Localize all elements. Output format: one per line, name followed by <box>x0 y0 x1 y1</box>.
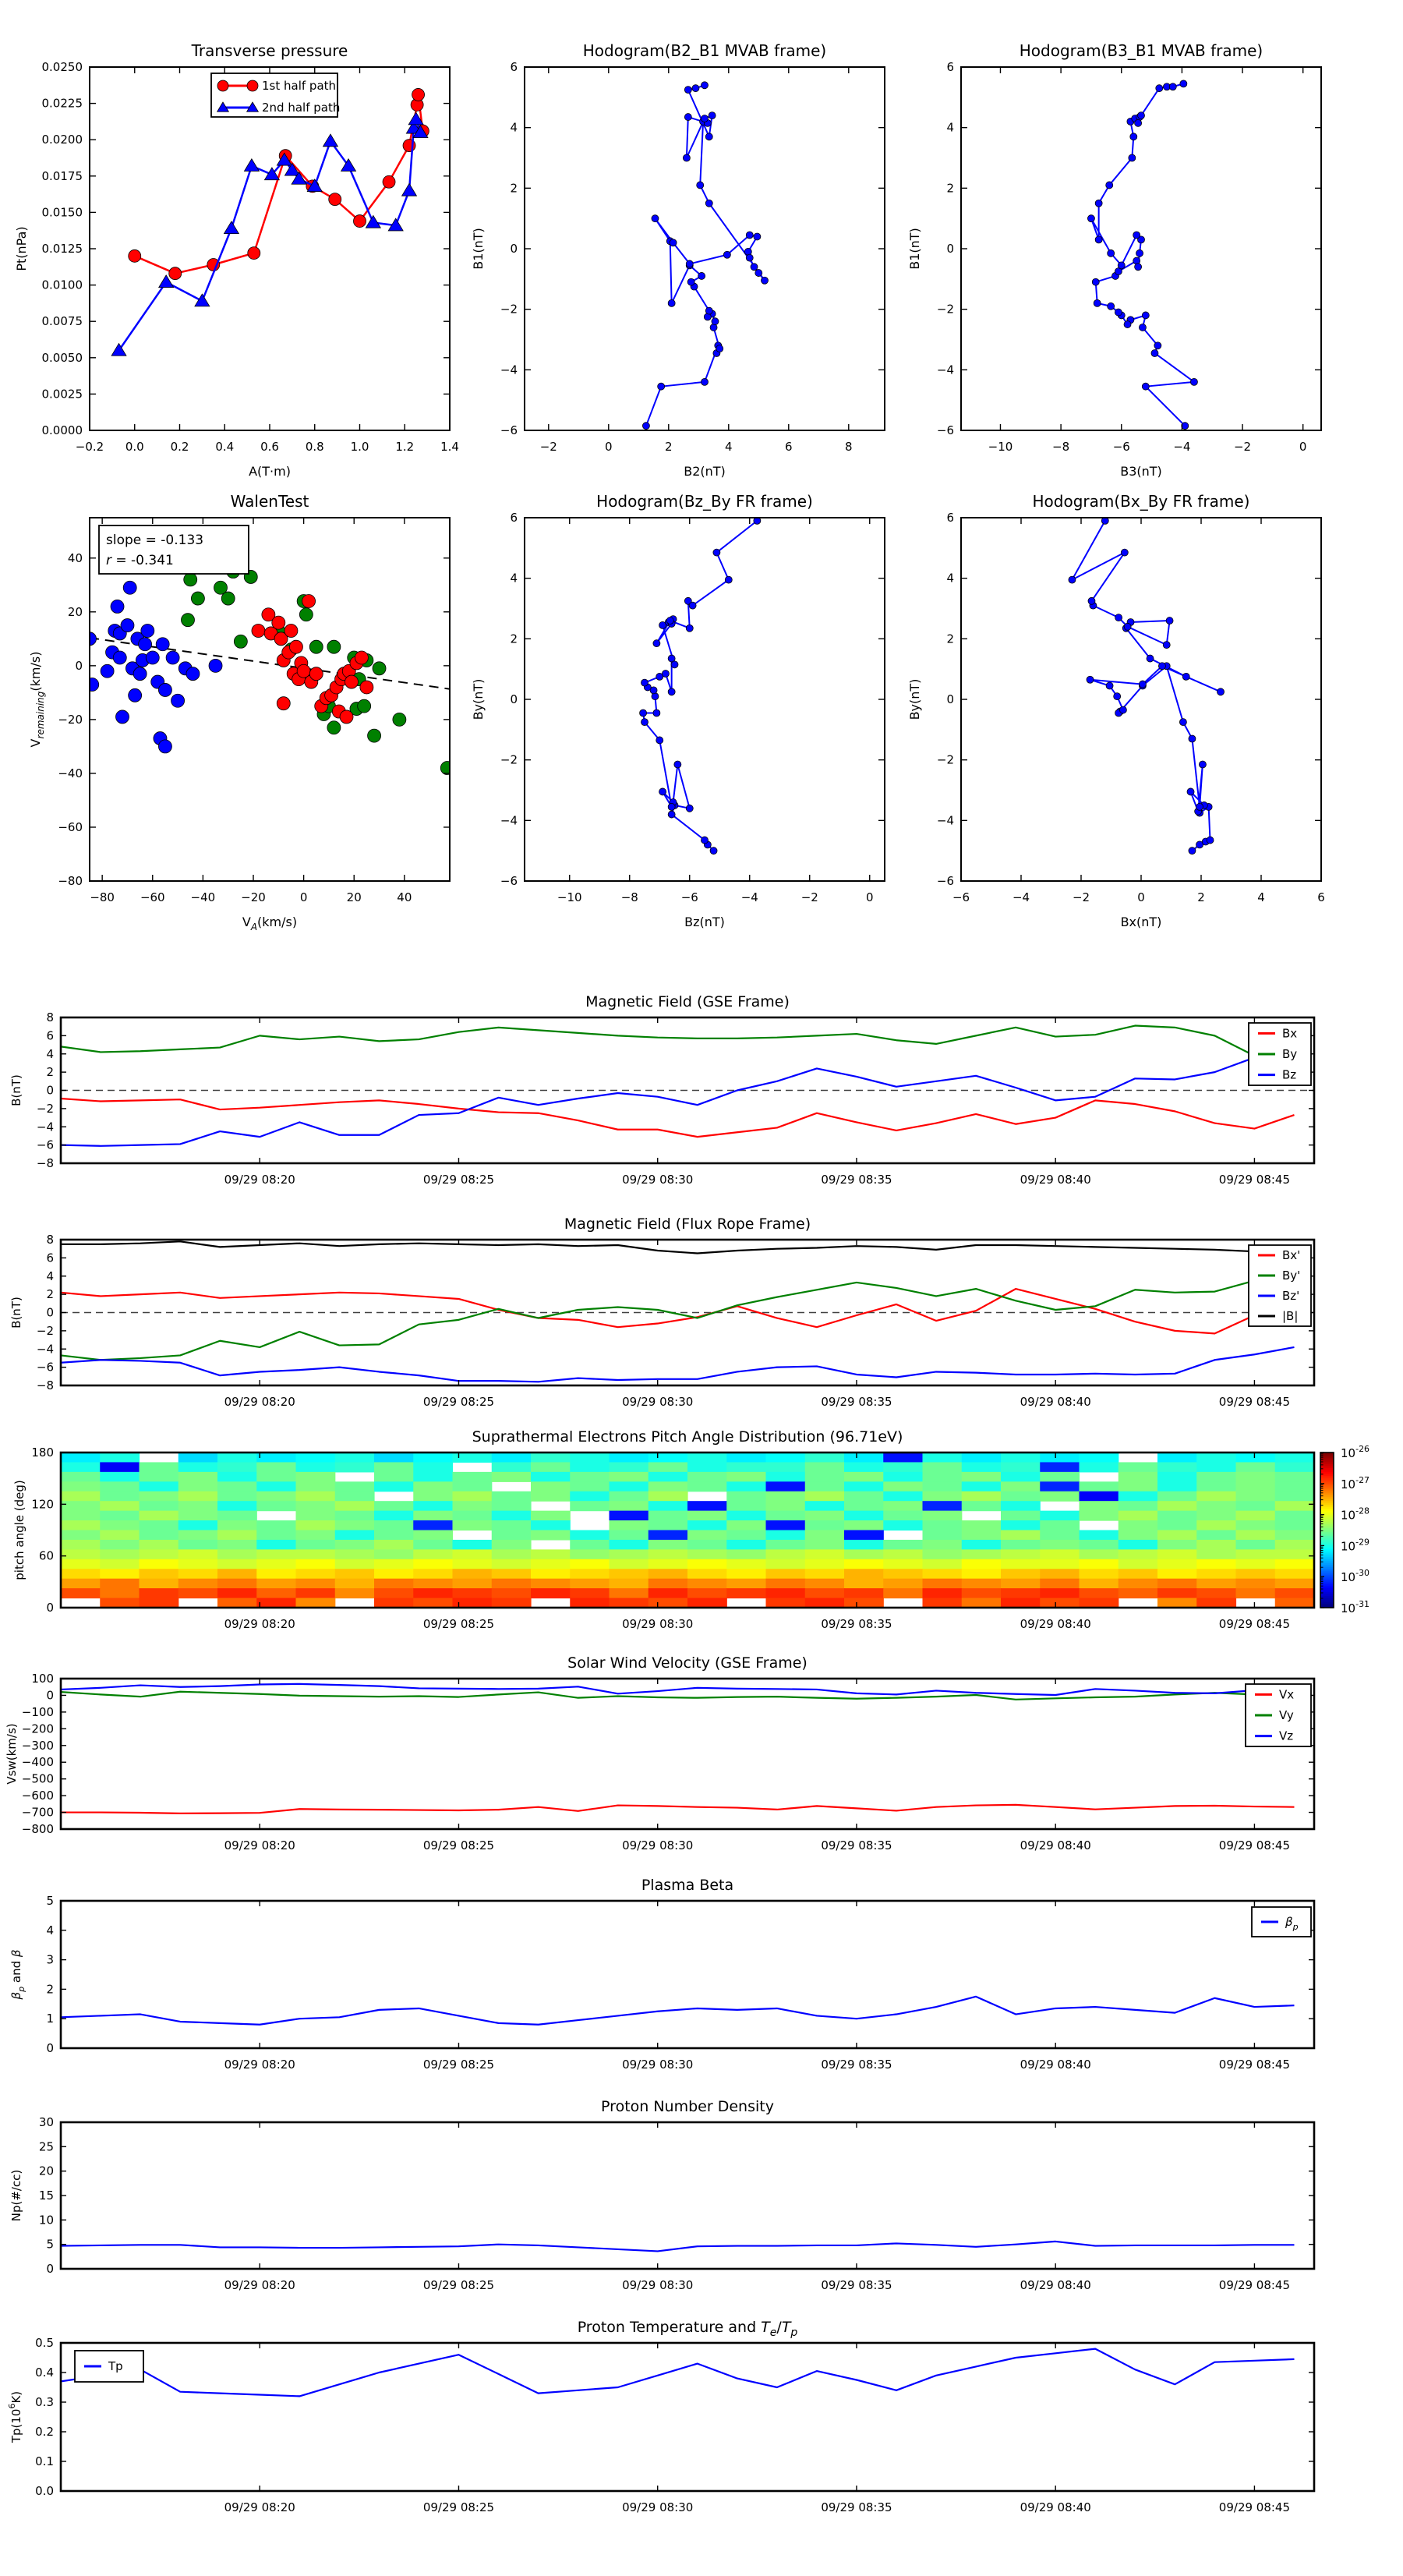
svg-text:09/29 08:45: 09/29 08:45 <box>1218 1173 1291 1187</box>
svg-text:09/29 08:35: 09/29 08:35 <box>821 2278 892 2292</box>
svg-text:09/29 08:30: 09/29 08:30 <box>622 2278 694 2292</box>
svg-text:0.0: 0.0 <box>125 440 144 454</box>
svg-text:09/29 08:45: 09/29 08:45 <box>1218 2500 1291 2514</box>
svg-text:09/29 08:40: 09/29 08:40 <box>1020 2058 1091 2072</box>
svg-text:0: 0 <box>46 2262 54 2276</box>
svg-text:0: 0 <box>946 692 954 706</box>
svg-text:Hodogram(Bz_By FR frame): Hodogram(Bz_By FR frame) <box>596 492 813 511</box>
svg-text:09/29 08:45: 09/29 08:45 <box>1218 1395 1291 1409</box>
svg-text:−6: −6 <box>952 890 970 904</box>
svg-text:−800: −800 <box>21 1822 54 1836</box>
svg-text:5: 5 <box>46 2237 54 2252</box>
svg-text:4: 4 <box>725 440 733 454</box>
svg-text:1.0: 1.0 <box>350 440 369 454</box>
svg-text:0.0175: 0.0175 <box>41 168 83 183</box>
pad-chart <box>12 1428 1369 1631</box>
svg-text:40: 40 <box>67 550 83 565</box>
svg-text:09/29 08:20: 09/29 08:20 <box>224 2500 295 2514</box>
svg-text:Np(#/cc): Np(#/cc) <box>9 2169 23 2222</box>
svg-text:βp: $\beta_p$ <box>1285 1915 1299 1932</box>
svg-text:0.0125: 0.0125 <box>41 242 83 256</box>
svg-text:0.5: 0.5 <box>35 2336 54 2350</box>
svg-text:0: 0 <box>1299 440 1307 454</box>
svg-text:09/29 08:40: 09/29 08:40 <box>1020 1395 1091 1409</box>
svg-text:180: 180 <box>31 1445 54 1460</box>
np-series-Np <box>61 2242 1294 2252</box>
svg-text:0.8: 0.8 <box>305 440 324 454</box>
svg-text:09/29 08:25: 09/29 08:25 <box>422 2500 495 2514</box>
svg-text:6: 6 <box>946 511 954 525</box>
svg-text:10-31: $10^{-31}$ <box>1341 1599 1370 1615</box>
svg-text:−4: −4 <box>1173 440 1191 454</box>
svg-text:09/29 08:20: 09/29 08:20 <box>224 1838 295 1852</box>
svg-text:B1(nT): B1(nT) <box>907 228 922 270</box>
svg-text:−6: −6 <box>1112 440 1130 454</box>
svg-text:6: 6 <box>510 511 518 525</box>
svg-text:−2: −2 <box>36 1101 54 1116</box>
np-data-layer <box>61 2242 1294 2252</box>
svg-text:20: 20 <box>346 890 362 904</box>
svg-text:2: 2 <box>510 632 518 646</box>
transverse-series-1st half path <box>135 94 423 273</box>
svg-text:−10: −10 <box>557 890 582 904</box>
svg-text:0: 0 <box>46 1083 54 1098</box>
vel-chart <box>5 1654 1314 1852</box>
svg-text:−2: −2 <box>936 302 954 317</box>
hodo_bzby-series-Bz_By <box>643 521 757 851</box>
svg-text:−4: −4 <box>500 813 518 828</box>
svg-text:−10: −10 <box>988 440 1013 454</box>
svg-text:09/29 08:25: 09/29 08:25 <box>422 1838 495 1852</box>
svg-text:−2: −2 <box>539 440 557 454</box>
svg-text:09/29 08:45: 09/29 08:45 <box>1218 2278 1291 2292</box>
svg-text:3: 3 <box>46 1952 54 1967</box>
svg-text:100: 100 <box>31 1672 54 1686</box>
svg-text:10-29: $10^{-29}$ <box>1341 1537 1370 1554</box>
fr-series-Bz' <box>61 1347 1294 1382</box>
svg-text:1st half path: 1st half path <box>262 79 337 93</box>
transverse-chart <box>14 41 459 479</box>
beta-data-layer <box>61 1997 1294 2025</box>
svg-text:−4: −4 <box>936 363 954 377</box>
svg-text:0: 0 <box>46 1688 54 1703</box>
svg-text:By(nT): By(nT) <box>907 678 922 720</box>
svg-text:4: 4 <box>510 120 518 135</box>
gse-data-layer <box>61 1026 1314 1146</box>
svg-text:09/29 08:35: 09/29 08:35 <box>821 1395 892 1409</box>
hodo_bzby-chart <box>471 492 885 929</box>
svg-text:Bz': Bz' <box>1282 1289 1300 1303</box>
svg-text:09/29 08:30: 09/29 08:30 <box>622 1395 694 1409</box>
svg-text:10-26: $10^{-26}$ <box>1341 1444 1370 1460</box>
svg-text:4: 4 <box>946 571 954 586</box>
svg-text:−200: −200 <box>21 1721 54 1736</box>
np-chart <box>9 2098 1314 2292</box>
svg-text:−80: −80 <box>58 874 83 888</box>
tp-data-layer <box>61 2349 1294 2397</box>
svg-text:09/29 08:35: 09/29 08:35 <box>821 1617 892 1631</box>
svg-text:0.4: 0.4 <box>215 440 235 454</box>
svg-text:0.3: 0.3 <box>35 2395 54 2409</box>
svg-text:0.0075: 0.0075 <box>41 314 83 329</box>
svg-text:0.0000: 0.0000 <box>41 423 83 437</box>
svg-text:120: 120 <box>31 1497 54 1512</box>
fr-chart <box>9 1215 1314 1409</box>
svg-text:Bx(nT): Bx(nT) <box>1120 915 1162 929</box>
svg-text:−700: −700 <box>21 1805 54 1820</box>
svg-text:09/29 08:25: 09/29 08:25 <box>422 2058 495 2072</box>
svg-text:0.0250: 0.0250 <box>41 60 83 74</box>
svg-text:Vz: Vz <box>1279 1729 1294 1743</box>
svg-text:Transverse pressure: Transverse pressure <box>191 41 348 60</box>
svg-text:WalenTest: WalenTest <box>230 492 309 511</box>
svg-text:0.0: 0.0 <box>35 2484 54 2498</box>
svg-text:−2: −2 <box>1233 440 1252 454</box>
svg-text:6: 6 <box>46 1028 54 1043</box>
svg-text:4: 4 <box>46 1269 54 1283</box>
svg-text:−4: −4 <box>36 1120 54 1134</box>
svg-text:0.4: 0.4 <box>35 2365 54 2380</box>
svg-text:09/29 08:40: 09/29 08:40 <box>1020 2500 1091 2514</box>
svg-text:2: 2 <box>510 181 518 196</box>
svg-text:|B|: |B| <box>1282 1309 1299 1323</box>
svg-text:10-27: $10^{-27}$ <box>1341 1474 1370 1491</box>
svg-text:Solar Wind Velocity (GSE Frame: Solar Wind Velocity (GSE Frame) <box>567 1654 808 1672</box>
svg-text:By(nT): By(nT) <box>471 678 486 720</box>
svg-text:25: 25 <box>38 2139 54 2154</box>
svg-text:VA(km/s): $V_A(km/s)$ <box>242 915 298 932</box>
svg-text:2: 2 <box>1197 890 1205 904</box>
svg-text:2: 2 <box>665 440 673 454</box>
svg-text:−80: −80 <box>90 890 115 904</box>
svg-text:4: 4 <box>510 571 518 586</box>
svg-text:09/29 08:45: 09/29 08:45 <box>1218 1838 1291 1852</box>
svg-text:0: 0 <box>46 2041 54 2055</box>
svg-text:8: 8 <box>46 1010 54 1024</box>
svg-text:−4: −4 <box>1012 890 1030 904</box>
svg-text:1: 1 <box>46 2012 54 2026</box>
svg-text:Bx': Bx' <box>1282 1248 1301 1262</box>
svg-text:−2: −2 <box>936 752 954 767</box>
svg-text:0: 0 <box>510 242 518 256</box>
svg-text:−6: −6 <box>936 874 954 888</box>
svg-text:0.0150: 0.0150 <box>41 205 83 220</box>
svg-text:−4: −4 <box>500 363 518 377</box>
svg-text:0: 0 <box>510 692 518 706</box>
svg-text:Vy: Vy <box>1279 1708 1294 1722</box>
svg-text:A(T·m): A(T·m) <box>249 464 291 479</box>
svg-text:2: 2 <box>46 1065 54 1080</box>
svg-text:0: 0 <box>75 658 83 673</box>
svg-text:4: 4 <box>946 120 954 135</box>
svg-text:4: 4 <box>46 1923 54 1937</box>
svg-text:09/29 08:45: 09/29 08:45 <box>1218 1617 1291 1631</box>
svg-text:−100: −100 <box>21 1704 54 1719</box>
svg-text:5: 5 <box>46 1894 54 1908</box>
svg-text:1.4: 1.4 <box>440 440 459 454</box>
svg-text:09/29 08:35: 09/29 08:35 <box>821 2058 892 2072</box>
svg-text:Magnetic Field (Flux Rope Fram: Magnetic Field (Flux Rope Frame) <box>564 1215 811 1233</box>
fr-series-By' <box>61 1272 1294 1360</box>
svg-text:0: 0 <box>1137 890 1145 904</box>
svg-text:0: 0 <box>299 890 308 904</box>
svg-text:0: 0 <box>46 1305 54 1320</box>
gse-chart <box>9 993 1314 1187</box>
svg-text:Pt(nPa): Pt(nPa) <box>14 226 29 271</box>
gse-series-Bz <box>61 1045 1297 1146</box>
fr-data-layer <box>61 1241 1314 1382</box>
svg-text:30: 30 <box>38 2115 54 2129</box>
svg-text:Vremaining(km/s): $V_{remaining}(km/s)$ <box>28 651 46 748</box>
svg-text:40: 40 <box>397 890 412 904</box>
tp-chart <box>7 2319 1314 2514</box>
svg-text:8: 8 <box>46 1233 54 1247</box>
svg-text:20: 20 <box>38 2164 54 2178</box>
svg-text:0: 0 <box>946 242 954 256</box>
gse-series-By <box>61 1026 1294 1056</box>
svg-text:−60: −60 <box>140 890 165 904</box>
walen-chart <box>28 492 454 932</box>
svg-text:0.0100: 0.0100 <box>41 278 83 292</box>
svg-text:6: 6 <box>510 60 518 74</box>
beta-chart <box>9 1877 1314 2072</box>
fr-series-Bx' <box>61 1289 1294 1333</box>
svg-text:B(nT): B(nT) <box>9 1074 23 1106</box>
svg-text:−2: −2 <box>500 302 518 317</box>
svg-text:B3(nT): B3(nT) <box>1120 464 1162 479</box>
svg-text:10-28: $10^{-28}$ <box>1341 1506 1370 1523</box>
svg-text:−4: −4 <box>36 1342 54 1357</box>
hodo_b2b1-data-layer <box>642 82 768 430</box>
walen-data-layer <box>83 557 454 774</box>
svg-text:10-30: $10^{-30}$ <box>1341 1568 1370 1585</box>
transverse-series-2nd half path <box>119 119 421 350</box>
svg-text:09/29 08:30: 09/29 08:30 <box>622 1173 694 1187</box>
svg-text:βp and β: $\beta_p$ and β <box>9 1949 27 2000</box>
svg-text:−300: −300 <box>21 1738 54 1753</box>
svg-text:−8: −8 <box>36 1156 54 1170</box>
svg-text:09/29 08:25: 09/29 08:25 <box>422 1617 495 1631</box>
svg-text:B1(nT): B1(nT) <box>471 228 486 270</box>
transverse-data-layer <box>111 88 429 356</box>
svg-text:09/29 08:25: 09/29 08:25 <box>422 2278 495 2292</box>
svg-text:6: 6 <box>46 1251 54 1265</box>
svg-text:−8: −8 <box>1052 440 1070 454</box>
svg-text:10: 10 <box>38 2213 54 2227</box>
svg-text:B2(nT): B2(nT) <box>684 464 726 479</box>
svg-text:Hodogram(B2_B1 MVAB frame): Hodogram(B2_B1 MVAB frame) <box>582 41 827 60</box>
svg-text:Bz: Bz <box>1282 1067 1297 1082</box>
svg-text:09/29 08:20: 09/29 08:20 <box>224 1617 295 1631</box>
pad-data-layer <box>61 1453 1315 1608</box>
vel-data-layer <box>61 1684 1294 1813</box>
vel-series-Vy <box>61 1692 1294 1700</box>
svg-text:Tp(106K): $Tp(10^6K)$ <box>7 2390 23 2443</box>
svg-text:Suprathermal Electrons Pitch A: Suprathermal Electrons Pitch Angle Distribution (96.71eV) <box>472 1428 903 1445</box>
svg-text:pitch angle (deg): pitch angle (deg) <box>12 1480 27 1580</box>
hodo_bxby-chart <box>907 492 1325 929</box>
svg-text:−400: −400 <box>21 1755 54 1770</box>
svg-text:0.2: 0.2 <box>170 440 189 454</box>
svg-text:−2: −2 <box>1072 890 1090 904</box>
svg-text:09/29 08:35: 09/29 08:35 <box>821 1838 892 1852</box>
svg-text:−6: −6 <box>500 874 518 888</box>
svg-text:09/29 08:30: 09/29 08:30 <box>622 2500 694 2514</box>
svg-text:−4: −4 <box>740 890 758 904</box>
svg-text:−20: −20 <box>241 890 266 904</box>
svg-text:2nd half path: 2nd half path <box>262 101 341 115</box>
fr-series-|B| <box>61 1241 1294 1253</box>
svg-text:By: By <box>1282 1047 1298 1061</box>
svg-text:0.0050: 0.0050 <box>41 350 83 365</box>
svg-text:09/29 08:25: 09/29 08:25 <box>422 1395 495 1409</box>
svg-text:6: 6 <box>946 60 954 74</box>
beta-series-beta_p <box>61 1997 1294 2025</box>
svg-text:Plasma Beta: Plasma Beta <box>641 1877 734 1894</box>
gse-series-Bx <box>61 1099 1294 1137</box>
hodo_b2b1-chart <box>471 41 885 479</box>
svg-text:slope = -0.133: slope = -0.133 <box>106 533 204 548</box>
svg-text:0.0200: 0.0200 <box>41 133 83 147</box>
svg-text:09/29 08:20: 09/29 08:20 <box>224 2278 295 2292</box>
svg-text:Vsw(km/s): Vsw(km/s) <box>5 1723 19 1785</box>
svg-text:Proton Temperature and Te/Tp: Proton Temperature and $T_e/T_p$ <box>577 2319 798 2339</box>
svg-text:1.2: 1.2 <box>395 440 415 454</box>
svg-text:−8: −8 <box>36 1378 54 1392</box>
svg-text:Bx: Bx <box>1282 1026 1298 1041</box>
svg-text:6: 6 <box>785 440 793 454</box>
svg-text:Hodogram(Bx_By FR frame): Hodogram(Bx_By FR frame) <box>1032 492 1250 511</box>
svg-text:Vx: Vx <box>1279 1687 1295 1702</box>
svg-text:60: 60 <box>38 1548 54 1563</box>
svg-text:6: 6 <box>1317 890 1325 904</box>
svg-text:09/29 08:30: 09/29 08:30 <box>622 1838 694 1852</box>
svg-text:09/29 08:30: 09/29 08:30 <box>622 1617 694 1631</box>
svg-text:09/29 08:45: 09/29 08:45 <box>1218 2058 1291 2072</box>
svg-text:0.2: 0.2 <box>35 2425 54 2439</box>
svg-text:4: 4 <box>1257 890 1265 904</box>
svg-text:2: 2 <box>46 1982 54 1997</box>
svg-text:−40: −40 <box>190 890 216 904</box>
svg-text:20: 20 <box>67 604 83 619</box>
svg-text:Bz(nT): Bz(nT) <box>684 915 725 929</box>
svg-text:09/29 08:35: 09/29 08:35 <box>821 1173 892 1187</box>
svg-text:09/29 08:40: 09/29 08:40 <box>1020 2278 1091 2292</box>
svg-text:−6: −6 <box>36 1138 54 1152</box>
hodo_b3b1-data-layer <box>1087 80 1197 430</box>
svg-text:09/29 08:20: 09/29 08:20 <box>224 1395 295 1409</box>
svg-text:8: 8 <box>845 440 853 454</box>
svg-text:−2: −2 <box>500 752 518 767</box>
svg-text:4: 4 <box>46 1046 54 1061</box>
svg-text:09/29 08:40: 09/29 08:40 <box>1020 1173 1091 1187</box>
svg-text:0.6: 0.6 <box>260 440 279 454</box>
svg-text:09/29 08:20: 09/29 08:20 <box>224 2058 295 2072</box>
svg-text:−60: −60 <box>58 819 83 834</box>
svg-text:−500: −500 <box>21 1771 54 1786</box>
svg-text:−2: −2 <box>800 890 818 904</box>
svg-text:Proton Number Density: Proton Number Density <box>601 2098 774 2115</box>
svg-text:−600: −600 <box>21 1789 54 1803</box>
svg-text:−6: −6 <box>936 423 954 437</box>
svg-text:−4: −4 <box>936 813 954 828</box>
svg-text:0.0025: 0.0025 <box>41 387 83 402</box>
svg-text:Tp: Tp <box>108 2359 123 2373</box>
svg-text:0: 0 <box>865 890 874 904</box>
svg-text:Magnetic Field (GSE Frame): Magnetic Field (GSE Frame) <box>585 993 790 1010</box>
svg-text:2: 2 <box>946 632 954 646</box>
svg-text:0.1: 0.1 <box>35 2454 54 2468</box>
svg-text:−8: −8 <box>620 890 638 904</box>
svg-text:0: 0 <box>605 440 613 454</box>
svg-text:09/29 08:20: 09/29 08:20 <box>224 1173 295 1187</box>
svg-text:−20: −20 <box>58 712 83 727</box>
svg-text:B(nT): B(nT) <box>9 1297 23 1329</box>
svg-text:15: 15 <box>38 2189 54 2203</box>
tp-series-Tp <box>61 2349 1294 2397</box>
hodo_bxby-data-layer <box>1069 517 1225 854</box>
svg-text:r = -0.341: r = -0.341 <box>106 553 174 568</box>
svg-text:09/29 08:25: 09/29 08:25 <box>422 1173 495 1187</box>
svg-text:2: 2 <box>946 181 954 196</box>
svg-text:−6: −6 <box>500 423 518 437</box>
hodo_b3b1-chart <box>907 41 1321 479</box>
svg-text:−2: −2 <box>36 1323 54 1338</box>
hodo_bzby-data-layer <box>640 517 761 854</box>
svg-text:Hodogram(B3_B1 MVAB frame): Hodogram(B3_B1 MVAB frame) <box>1019 41 1263 60</box>
svg-text:0: 0 <box>46 1601 54 1615</box>
svg-text:−0.2: −0.2 <box>75 440 104 454</box>
svg-text:−6: −6 <box>680 890 698 904</box>
svg-text:By': By' <box>1282 1269 1301 1283</box>
svg-text:09/29 08:35: 09/29 08:35 <box>821 2500 892 2514</box>
svg-text:−6: −6 <box>36 1360 54 1375</box>
svg-text:2: 2 <box>46 1287 54 1302</box>
svg-text:09/29 08:30: 09/29 08:30 <box>622 2058 694 2072</box>
svg-text:−40: −40 <box>58 766 83 780</box>
svg-text:09/29 08:40: 09/29 08:40 <box>1020 1617 1091 1631</box>
svg-text:09/29 08:40: 09/29 08:40 <box>1020 1838 1091 1852</box>
vel-series-Vx <box>61 1805 1294 1813</box>
svg-text:0.0225: 0.0225 <box>41 96 83 111</box>
